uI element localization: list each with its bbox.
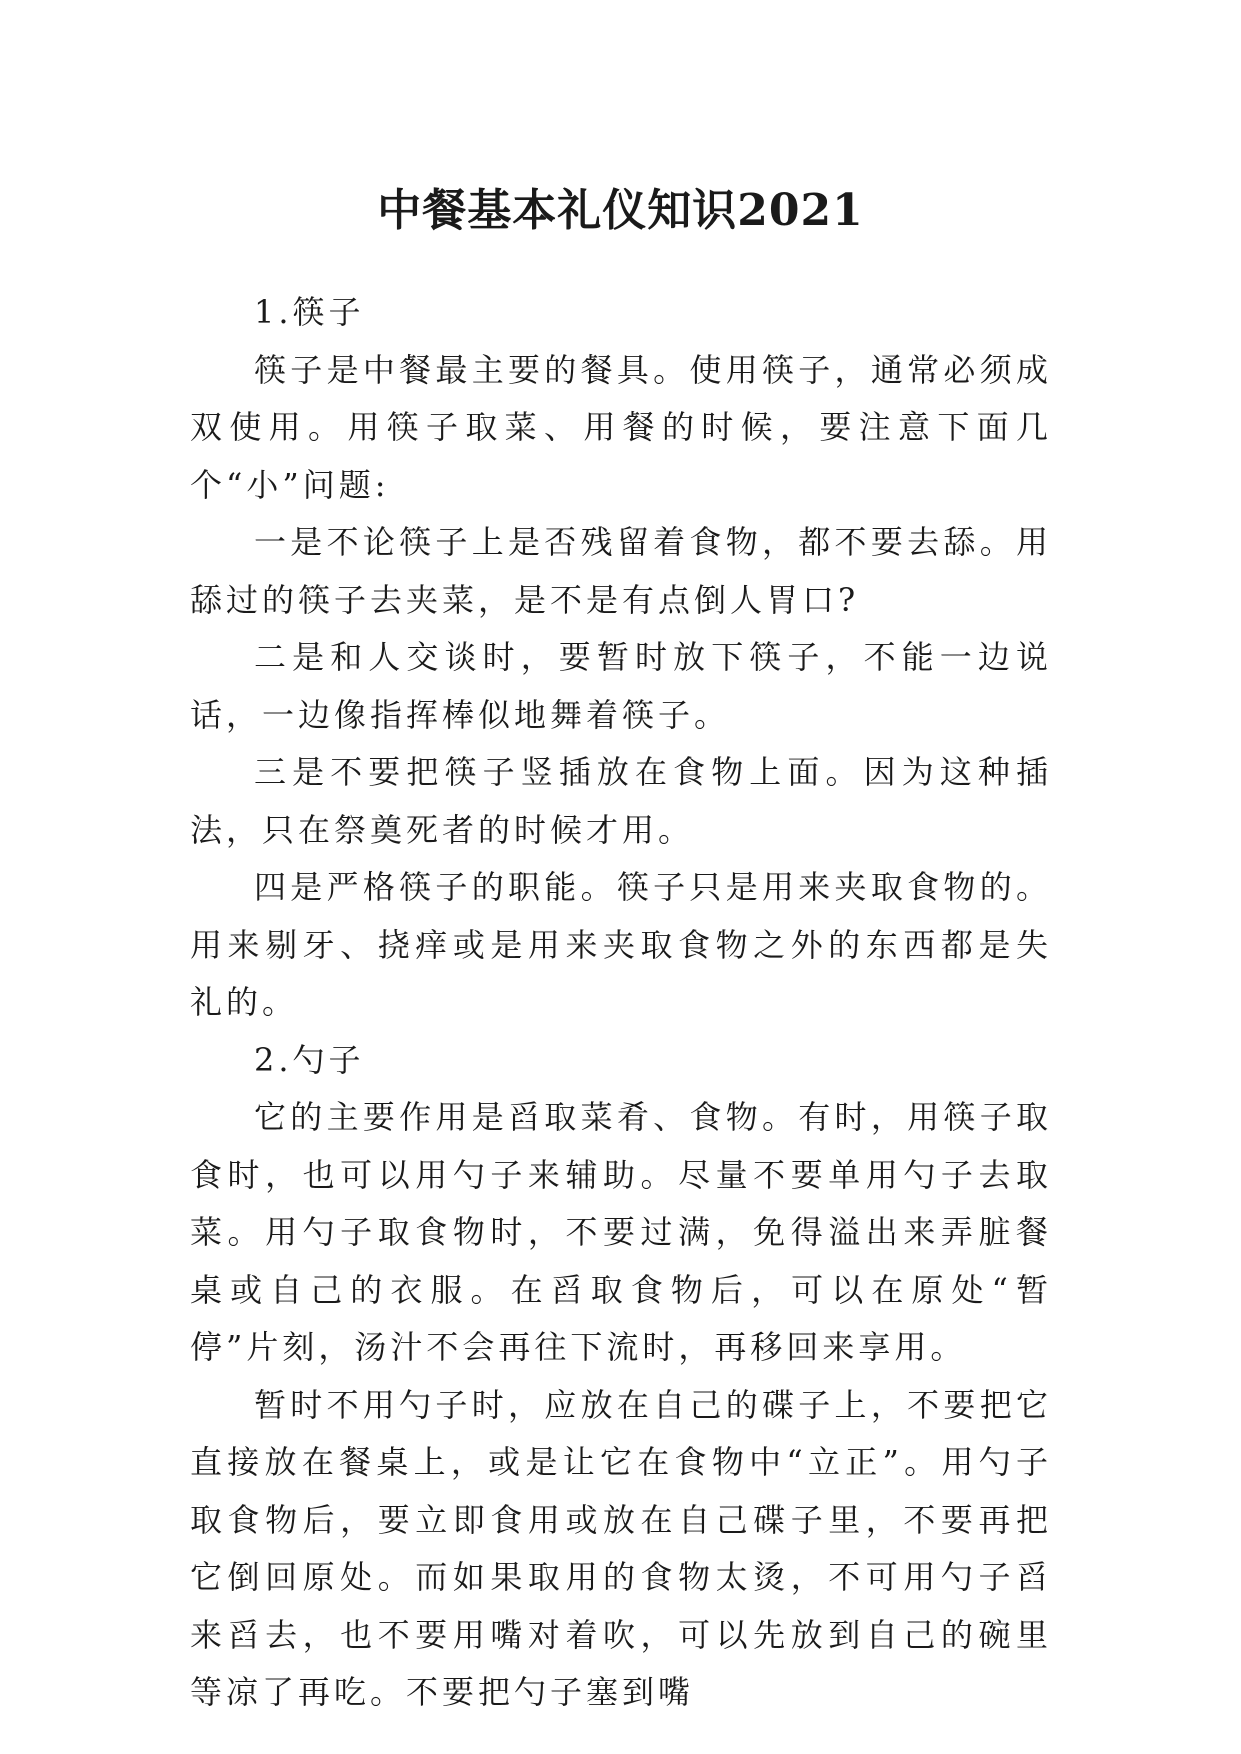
paragraph: 暂时不用勺子时，应放在自己的碟子上，不要把它直接放在餐桌上，或是让它在食物中“立正”。用勺子取食物后，要立即食用或放在自己碟子里，不要再把它倒回原处。而如果取用的食物太烫，不可用勺子舀来舀去，也不要用嘴对着吹，可以先放到自己的碗里等凉了再吃。不要把勺子塞到嘴 <box>190 1385 1052 1711</box>
paragraph: 三是不要把筷子竖插放在食物上面。因为这种插法，只在祭奠死者的时候才用。 <box>190 753 1052 849</box>
paragraph: 筷子是中餐最主要的餐具。使用筷子，通常必须成双使用。用筷子取菜、用餐的时候，要注意下面几个“小”问题: <box>190 350 1052 504</box>
paragraph-heading-chopsticks: 1.筷子 <box>254 293 365 331</box>
paragraph: 四是严格筷子的职能。筷子只是用来夹取食物的。用来剔牙、挠痒或是用来夹取食物之外的东西都是失礼的。 <box>190 868 1052 1021</box>
page-title: 中餐基本礼仪知识2021 <box>377 185 864 237</box>
document-body <box>190 284 1052 1722</box>
paragraph-heading-spoon: 2.勺子 <box>254 1040 365 1079</box>
paragraph: 它的主要作用是舀取菜肴、食物。有时，用筷子取食时，也可以用勺子来辅助。尽量不要单用勺子去取菜。用勺子取食物时，不要过满，免得溢出来弄脏餐桌或自己的衣服。在舀取食物后，可以在原处“暂停”片刻，汤汁不会再往下流时，再移回来享用。 <box>190 1098 1052 1366</box>
paragraph: 一是不论筷子上是否残留着食物，都不要去舔。用舔过的筷子去夹菜，是不是有点倒人胃口? <box>190 523 1052 619</box>
paragraph: 二是和人交谈时，要暂时放下筷子，不能一边说话，一边像指挥棒似地舞着筷子。 <box>190 638 1052 734</box>
